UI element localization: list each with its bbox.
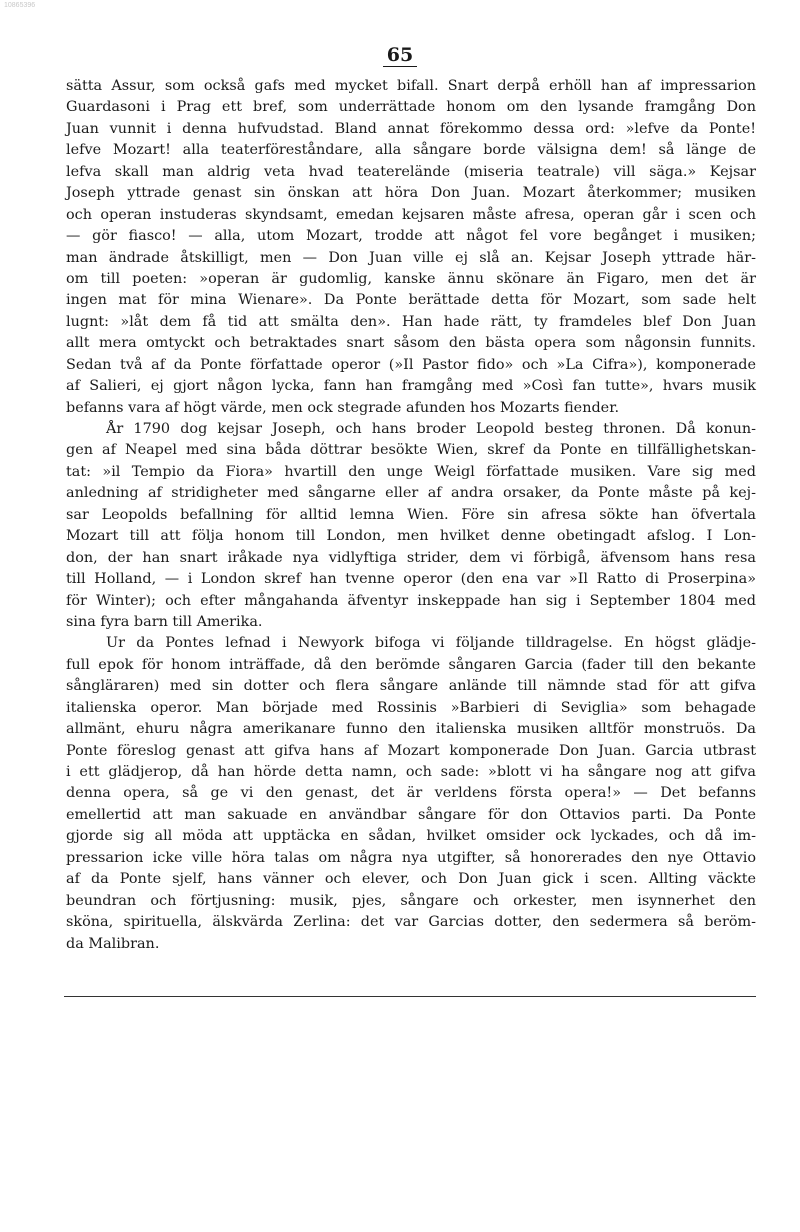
text-line: lugnt: »låt dem få tid att smälta den». Han hade rätt, ty framdeles blef Don Juan	[66, 313, 756, 330]
text-line: Joseph yttrade genast sin önskan att höra Don Juan. Mozart återkommer; musiken	[66, 185, 756, 202]
text-line: gjorde sig all möda att upptäcka en sådan, hvilket omsider ock lyckades, och då im-	[66, 828, 756, 845]
text-line: gen af Neapel med sina båda döttrar besökte Wien, skref da Ponte en tillfällighetskan-	[66, 442, 756, 459]
page-number-text: 65	[383, 44, 417, 67]
text-line: pressarion icke ville höra talas om några nya utgifter, så honorerades den nye Ottavio	[66, 849, 756, 866]
text-line: Ur da Pontes lefnad i Newyork bifoga vi följande tilldragelse. En högst glädje-	[106, 635, 756, 652]
text-line: denna opera, så ge vi den genast, det är verldens första opera!» — Det befanns	[66, 785, 756, 802]
text-line: da Malibran.	[66, 935, 160, 952]
text-line: sköna, spirituella, älskvärda Zerlina: det var Garcias dotter, den sedermera så beröm-	[66, 914, 756, 931]
text-line: sätta Assur, som också gafs med mycket bifall. Snart derpå erhöll han af impressarion	[66, 78, 756, 94]
text-line: om till poeten: »operan är gudomlig, kanske ännu skönare än Figaro, men det är	[66, 270, 756, 287]
scan-mark: 10865396	[4, 2, 36, 9]
text-line: full epok för honom inträffade, då den berömde sångaren Garcia (fader till den bekante	[66, 656, 756, 673]
text-line: anledning af stridigheter med sångarne eller af andra orsaker, da Ponte måste på kej-	[66, 485, 756, 502]
text-line: för Winter); och efter mångahanda äfventyr inskeppade han sig i September 1804 med	[66, 592, 756, 609]
text-line: beundran och förtjusning: musik, pjes, sångare och orkester, men isynnerhet den	[66, 892, 756, 909]
text-line: don, der han snart iråkade nya vidlyftiga strider, dem vi förbigå, äfvensom hans resa	[66, 549, 756, 566]
text-line: Guardasoni i Prag ett bref, som underrättade honom om den lysande framgång Don	[66, 99, 756, 116]
text-line: Mozart till att följa honom till London, men hvilket denne obetingadt afslog. I Lon-	[66, 528, 756, 545]
text-line: lefve Mozart! alla teaterföreståndare, alla sångare borde välsigna dem! så länge de	[66, 142, 756, 159]
text-line: Juan vunnit i denna hufvudstad. Bland annat förekommo dessa ord: »lefve da Ponte!	[66, 120, 756, 137]
text-line: sångläraren) med sin dotter och flera sångare anlände till nämnde stad för att gifva	[66, 678, 756, 695]
text-line: tat: »il Tempio da Fiora» hvartill den unge Weigl författade musiken. Vare sig med	[66, 463, 756, 480]
page-number	[0, 44, 800, 66]
text-line: allmänt, ehuru några amerikanare funno den italienska musiken alltför monstruös. Da	[66, 721, 756, 738]
text-line: till Holland, — i London skref han tvenne operor (den ena var »Il Ratto di Proserpina»	[66, 571, 756, 588]
text-line: man ändrade åtskilligt, men — Don Juan ville ej slå an. Kejsar Joseph yttrade här-	[66, 249, 756, 266]
text-line: i ett glädjerop, då han hörde detta namn, och sade: »blott vi ha sångare nog att gifva	[66, 764, 756, 780]
text-line: af da Ponte sjelf, hans vänner och elever, och Don Juan gick i scen. Allting väckte	[66, 871, 756, 888]
footer-rule	[64, 996, 756, 997]
text-line: allt mera omtyckt och betraktades snart såsom den bästa opera som någonsin funnits.	[66, 335, 756, 352]
text-line: sar Leopolds befallning för alltid lemna Wien. Före sin afresa sökte han öfvertala	[66, 506, 756, 523]
text-line: År 1790 dog kejsar Joseph, och hans broder Leopold besteg thronen. Då konun-	[106, 421, 756, 437]
text-line: emellertid att man sakuade en användbar sångare för don Ottavios parti. Da Ponte	[66, 806, 756, 823]
text-line: befanns vara af högt värde, men ock stegrade afunden hos Mozarts fiender.	[66, 399, 620, 416]
text-line: italienska operor. Man började med Rossinis »Barbieri di Seviglia» som behagade	[66, 699, 756, 716]
text-line: Sedan två af da Ponte författade operor (»Il Pastor fido» och »La Cifra»), komponerade	[66, 356, 756, 373]
text-line: ingen mat för mina Wienare». Da Ponte berättade detta för Mozart, som sade helt	[66, 292, 756, 309]
text-line: Ponte föreslog genast att gifva hans af Mozart komponerade Don Juan. Garcia utbrast	[66, 742, 756, 759]
body-text	[66, 76, 756, 955]
text-line: och operan instuderas skyndsamt, emedan kejsaren måste afresa, operan går i scen och	[66, 206, 756, 223]
text-line: sina fyra barn till Amerika.	[66, 613, 263, 630]
text-line: af Salieri, ej gjort någon lycka, fann han framgång med »Così fan tutte», hvars musik	[66, 378, 756, 395]
text-line: — gör fiasco! — alla, utom Mozart, trodde att något fel vore begånget i musiken;	[66, 228, 756, 245]
text-line: lefva skall man aldrig veta hvad teaterelände (miseria teatrale) vill säga.» Kejsar	[66, 163, 756, 180]
